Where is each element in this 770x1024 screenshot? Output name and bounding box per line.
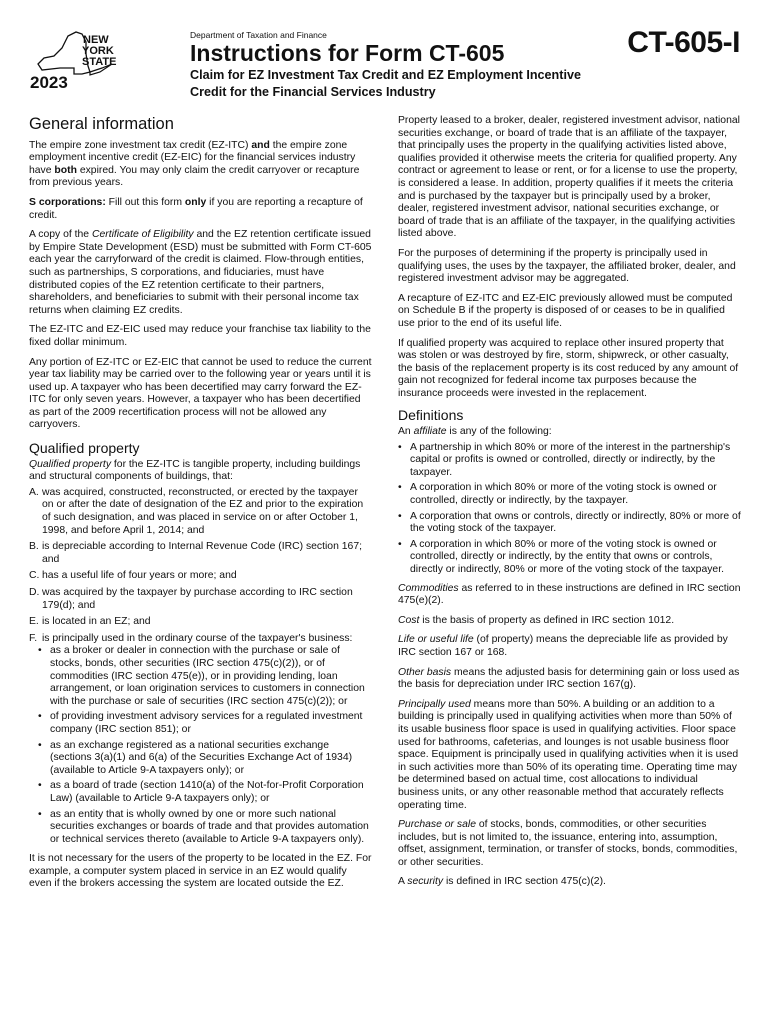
useful-life-definition: Life or useful life (of property) means the depreciable life as provided by IRC section 167 or 168. — [398, 634, 728, 658]
cost-definition: Cost is the basis of property as defined in IRC section 1012. — [398, 614, 675, 626]
page-title: Instructions for Form CT-605 — [190, 40, 505, 66]
affiliate-definition: An affiliate is any of the following: — [398, 426, 552, 438]
paragraph-franchise-tax: The EZ-ITC and EZ-EIC used may reduce your franchise tax liability to the fixed dollar minimum. — [29, 324, 371, 348]
usage-bullets — [38, 645, 372, 846]
list-item: • as an entity that is wholly owned by one or more such national securities exchanges or boards of trade and that provides automation or technical services thereto (available to Article 9-A taxpayers only). — [38, 808, 369, 845]
list-item: B. is depreciable according to Internal Revenue Code (IRC) section 167; and — [29, 541, 362, 565]
logo-year: 2023 — [30, 73, 68, 92]
paragraph-users-location: It is not necessary for the users of the property to be located in the EZ. For example, a computer system placed in service in an EZ would qualify even if the brokers accessing the system are located outside the EZ. — [29, 853, 372, 890]
list-item: D. was acquired by the taxpayer by purchase according to IRC section 179(d); and — [29, 587, 353, 611]
paragraph-carryover: Any portion of EZ-ITC or EZ-EIC that cannot be used to reduce the current year tax liability may be carried over to the following year or years until it is used up. A taxpayer who has been decertified may carry forward the EZ-ITC for only seven years. However, a taxpayer who has been decertified as part of the 2009 recertification process will not be allowed any carryovers. — [29, 356, 372, 431]
other-basis-definition: Other basis means the adjusted basis for determining gain or loss used as the basis for depreciation under IRC section 167(g). — [398, 666, 740, 691]
list-item: • A corporation in which 80% or more of the voting stock is owned or controlled, directly or indirectly, by the entity that owns or controls, directly or indirectly, 80% or more of the voting stock of the taxpayer. — [398, 538, 724, 575]
purchase-sale-definition: Purchase or sale of stocks, bonds, commodities, or other securities includes, but is not limited to, the issuance, entering into, assumption, offset, assignment, termination, or transfer of stocks, bonds, commodities, or other securities. — [398, 819, 738, 868]
general-heading: General information — [29, 115, 174, 133]
form-id: CT-605-I — [627, 26, 740, 59]
list-item: • A partnership in which 80% or more of the interest in the partnership's capital or profits is owned or controlled, directly or indirectly, by the taxpayer. — [398, 441, 731, 478]
right-column — [398, 115, 741, 896]
logo-line-2: YORK — [82, 45, 114, 57]
paragraph-replacement: If qualified property was acquired to replace other insured property that was stolen or was destroyed by fire, storm, shipwreck, or other casualty, the basis of the replacement property is its cost reduced by any amount of gain not recognized for federal income tax purposes because the insurance proceeds were invested in the replacement. — [398, 337, 739, 399]
commodities-definition: Commodities as referred to in these instructions are defined in IRC section 475(e)(2). — [398, 582, 741, 607]
paragraph-recapture: A recapture of EZ-ITC and EZ-EIC previously allowed must be computed on Schedule B if the property is disposed of or ceases to be in qualified use prior to the end of its useful life. — [398, 292, 733, 329]
nys-logo — [30, 28, 130, 92]
list-item: E. is located in an EZ; and — [29, 616, 151, 628]
logo-line-3: STATE — [82, 56, 117, 68]
list-item: • A corporation that owns or controls, directly or indirectly, 80% or more of the voting stock of the taxpayer. — [398, 510, 741, 535]
left-column — [29, 115, 372, 898]
affiliate-bullets — [398, 442, 741, 577]
qualified-property-intro: Qualified property for the EZ-ITC is tangible property, including buildings and structural components of buildings, that: — [29, 458, 361, 483]
nys-map-icon — [30, 28, 130, 92]
principally-used-definition: Principally used means more than 50%. A building or an addition to a building is principally used in qualifying activities when more than 50% of its usable business floor space is used in qualifying activities. Floor space used for bathrooms, cafeterias, and lounges is not usable business floor space. Equipment is principally used in qualifying activities when it is used in such activities more than 50% of its operating time. Operating time may be determined based on actual time, cost allocations to individual business units, or any other reasonable method that accurately reflects operating time. — [398, 698, 739, 811]
paragraph-s-corporations: S corporations: Fill out this form only if you are reporting a recapture of credit. — [29, 196, 363, 221]
list-item: • as an exchange registered as a national securities exchange (sections 3(a)(1) and 6(a) of the Securities Exchange Act of 1934) (available to Article 9-A taxpayers only); or — [38, 739, 353, 776]
department-name: Department of Taxation and Finance — [190, 30, 327, 40]
qualified-property-heading: Qualified property — [29, 440, 140, 457]
list-item: • as a broker or dealer in connection with the purchase or sale of stocks, bonds, other securities (IRC section 475(c)(2)), or of commodities (IRC section 475(e)), or in providing lending, loan arrangement, or loan origination services to customers in connection with the purchase or sale of securities (IRC section 475(c)(2)); or — [38, 645, 365, 707]
list-item: A. was acquired, constructed, reconstructed, or erected by the taxpayer on or after the date of designation of the EZ and prior to the expiration of such designation, and was placed in service on or after October 1, 1998, and before April 1, 2014; and — [29, 486, 364, 536]
paragraph-certificate: A copy of the Certificate of Eligibility and the EZ retention certificate issued by Empire State Development (ESD) must be submitted with Form CT-605 each year the carryforward of the credit is claimed. Flow-through entities, such as partnerships, S corporations, and fiduciaries, must have distributed copies of the EZ retention certificate to their partners, shareholders, and beneficiaries to submit with their personal income tax returns when claiming EZ credits. — [29, 229, 372, 316]
logo-line-1: NEW — [83, 34, 109, 46]
definitions-heading: Definitions — [398, 407, 464, 424]
list-item: • A corporation in which 80% or more of the voting stock is owned or controlled, directly or indirectly, by the taxpayer. — [398, 482, 717, 507]
paragraph-aggregation: For the purposes of determining if the property is principally used in qualifying uses, the uses by the taxpayer, the affiliated broker, dealer, and registered investment advisor may be aggregated. — [398, 247, 736, 285]
paragraph-leased-property: Property leased to a broker, dealer, registered investment advisor, national securities exchange, or board of trade that is an affiliate of the taxpayer, that principally uses the property in the qualifying activities listed above, qualifies provided it otherwise meets the criteria for qualified property. Any contract or agreement to lease or rent, or for a license to use the property, is considered a lease. In addition, property qualifies if it meets the criteria and is purchased by the taxpayer but is principally used by a broker, dealer, registered investment advisor, national securities exchange, or board of trade that is an affiliate of the taxpayer, in the qualifying activities listed above. — [398, 115, 740, 240]
list-item: F. is principally used in the ordinary course of the taxpayer's business: • as a broker or dealer in connection with the purchase or sale of stocks, bonds, other securities (IRC section 475(c)(2)), or of commodities (IRC section 475(e)), or in providing lending, loan arrangement, or loan origination services to customers in connection with the purchase or sale of securities (IRC section 475(c)(2)); or • of providing investment advisory services for a regulated investment company (IRC section 851); or • as an exchange registered as a national securities exchange (sections 3(a)(1) and 6(a) of the Securities Exchange Act of 1934) (available to Article 9-A taxpayers only); or • as a board of trade (section 1410(a) of the Not-for-Profit Corporation Law) (available to Article 9-A taxpayers only); or • as an entity that is wholly owned by one or more such national securities exchanges or boards of trade and that provides automation or technical services thereto (available to Article 9-A taxpayers only). — [29, 633, 372, 850]
list-item: C. has a useful life of four years or more; and — [29, 570, 237, 582]
page-subtitle: Claim for EZ Investment Tax Credit and EZ Employment Incentive Credit for the Financial Services Industry — [190, 68, 581, 99]
list-item: • as a board of trade (section 1410(a) of the Not-for-Profit Corporation Law) (available to Article 9-A taxpayers only); or — [38, 780, 364, 804]
criteria-list — [29, 487, 372, 849]
list-item: • of providing investment advisory services for a regulated investment company (IRC section 851); or — [38, 711, 363, 735]
security-definition: A security is defined in IRC section 475(c)(2). — [398, 876, 606, 888]
paragraph-expired: The empire zone investment tax credit (EZ-ITC) and the empire zone employment incentive credit (EZ-EIC) for the financial services industry have both expired. You may only claim the credit carryover or recapture from previous years. — [29, 139, 360, 189]
